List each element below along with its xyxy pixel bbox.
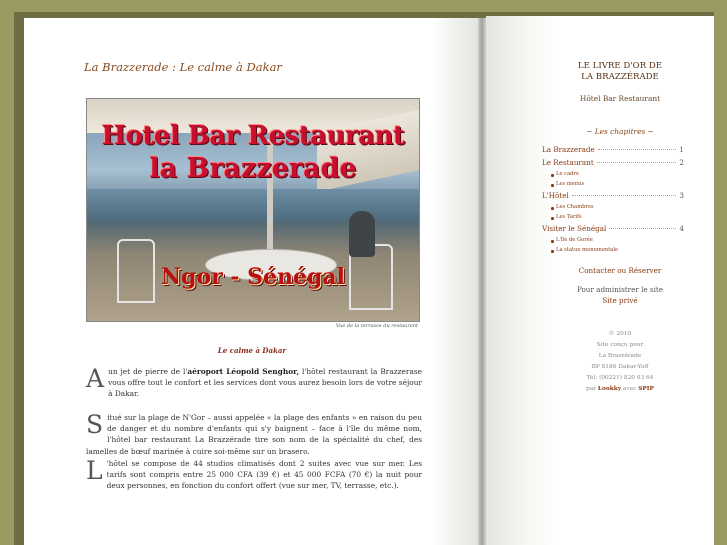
toc-chapter-senegal[interactable]: Visiter le Sénégal 4 xyxy=(542,224,684,233)
toc-sub-tarifs[interactable]: Les Tarifs xyxy=(542,214,684,224)
photo-location: Ngor - Sénégal xyxy=(160,264,346,290)
table-of-contents xyxy=(542,145,684,257)
hotel-photo xyxy=(86,98,420,322)
toc-sub-menus[interactable]: Les menus xyxy=(542,181,684,191)
article-paragraph: Situé sur la plage de N'Gor – aussi appelée « la plage des enfants » en raison du peu de danger et du nombre d'enfants qui s'y baignent – face à l'île du même nom, l'hôtel bar restaurant La Brazzérade tire son nom de la spécialité du chef, des lamelles de bœuf marinée à cuire soi-même sur un brasero. xyxy=(86,410,422,456)
article-subtitle: Le calme à Dakar xyxy=(217,346,287,355)
chapters-heading: ~ Les chapitres ~ xyxy=(586,127,654,136)
photo-headline: Hotel Bar Restaurant xyxy=(101,121,405,151)
drop-cap: S xyxy=(86,410,104,439)
toc-chapter-restaurant[interactable]: Le Restaurant 2 xyxy=(542,158,684,167)
toc-sub-chambres[interactable]: Les Chambres xyxy=(542,204,684,214)
photo-headline: la Brazzerade xyxy=(149,153,357,184)
right-page xyxy=(486,16,714,545)
left-page xyxy=(24,18,478,545)
private-site-link[interactable]: Site privé xyxy=(602,296,638,305)
toc-chapter-la-brazzerade[interactable]: La Brazzerade 1 xyxy=(542,145,684,154)
site-subtitle: Hôtel Bar Restaurant xyxy=(579,94,661,103)
site-footer: © 2010 Site conçu pour La Brazzérade BP 8186 Dakar-Yoff Tél: (00221) 820 03 64 par Lookky avec SPIP xyxy=(586,331,654,392)
drop-cap: A xyxy=(86,364,105,393)
book-spine xyxy=(478,18,486,545)
spip-link[interactable]: SPIP xyxy=(638,386,654,392)
photo-caption: Vue de la terrasse du restaurant xyxy=(335,323,418,329)
contact-link[interactable]: Contacter ou Réserver xyxy=(578,266,662,275)
article-paragraph: Aun jet de pierre de l'aéroport Léopold Senghor, l'hôtel restaurant la Brazzerase vous offre tout le confort et les services dont vous aurez besoin lors de votre séjour à Dakar. xyxy=(86,364,423,399)
admin-text: Pour administrer le site xyxy=(576,285,664,294)
photo-person xyxy=(349,211,375,257)
toc-chapter-hotel[interactable]: L'Hôtel 3 xyxy=(542,191,684,200)
airport-name: aéroport Léopold Senghor, xyxy=(187,367,300,376)
book-title: LE LIVRE D'OR DE LA BRAZZÉRADE xyxy=(577,61,663,82)
article-paragraph: L 'hôtel se compose de 44 studios climatisés dont 2 suites avec vue sur mer. Les tarifs sont compris entre 25 000 CFA (39 €) et 45 000 FCFA (70 €) la nuit pour deux personnes, en fonction du confort offert (vue sur mer, TV, terrasse, etc.). xyxy=(86,456,422,491)
toc-sub-goree[interactable]: L'île de Gorée xyxy=(542,237,684,247)
toc-sub-statue[interactable]: La statue monumentale xyxy=(542,247,684,257)
toc-sub-cadre[interactable]: Le cadre xyxy=(542,171,684,181)
lookky-link[interactable]: Lookky xyxy=(597,386,622,392)
drop-cap: L xyxy=(86,456,103,485)
page-title: La Brazzerade : Le calme à Dakar xyxy=(84,60,282,74)
